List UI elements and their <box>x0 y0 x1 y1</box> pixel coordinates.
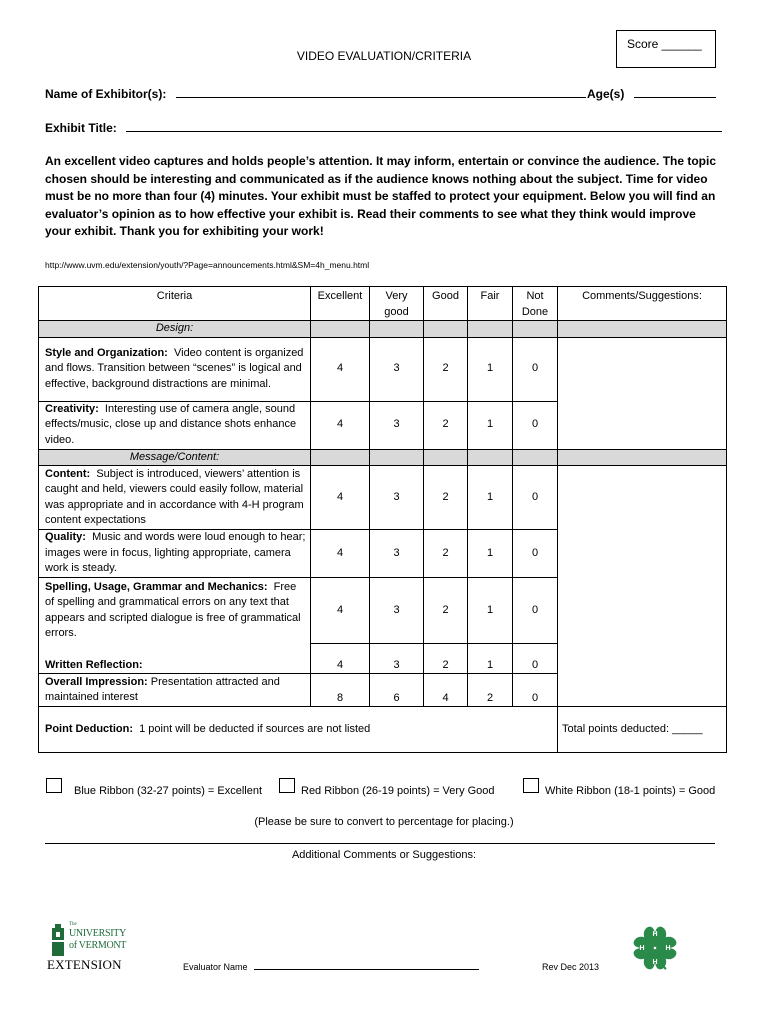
red-ribbon-checkbox[interactable] <box>279 778 295 793</box>
criteria-title: Creativity: <box>45 402 99 415</box>
header-fair: Fair <box>468 287 513 321</box>
criteria-cell <box>39 401 311 449</box>
criteria-title: Quality: <box>45 531 86 544</box>
four-h-clover-icon <box>630 923 680 973</box>
criteria-desc: Free of spelling and grammatical errors on any text that appears and scripted dialogue is free of grammatical errors. <box>45 580 301 640</box>
clover-letter: H <box>652 959 658 966</box>
criteria-cell <box>39 578 311 644</box>
deduction-cell <box>39 707 558 753</box>
header-very-good: Very good <box>370 287 424 321</box>
score-label: Score ______ <box>627 37 702 51</box>
score-fair[interactable]: 1 <box>468 530 513 578</box>
score-fair[interactable]: 1 <box>468 466 513 530</box>
deduction-title: Point Deduction: <box>45 722 133 735</box>
score-good[interactable]: 2 <box>424 337 468 401</box>
criteria-cell <box>39 644 311 674</box>
score-excellent[interactable]: 4 <box>311 466 370 530</box>
blue-ribbon-label: Blue Ribbon (32-27 points) = Excellent <box>74 785 263 797</box>
divider <box>45 843 715 844</box>
section-row-design <box>39 321 727 338</box>
evaluator-row <box>183 962 479 972</box>
score-not-done[interactable]: 0 <box>513 401 558 449</box>
score-very-good[interactable]: 3 <box>370 466 424 530</box>
criteria-title: Written Reflection: <box>45 658 143 671</box>
score-very-good[interactable]: 3 <box>370 530 424 578</box>
total-deducted[interactable]: Total points deducted: _____ <box>558 707 727 753</box>
logo-of-vermont: of VERMONT <box>69 940 127 951</box>
age-row <box>587 87 716 101</box>
white-ribbon-label: White Ribbon (18-1 points) = Good <box>545 785 716 797</box>
criteria-title: Content: <box>45 467 91 480</box>
score-not-done[interactable]: 0 <box>513 578 558 644</box>
additional-comments-label: Additional Comments or Suggestions: <box>291 849 477 861</box>
table-row <box>39 466 727 530</box>
criteria-cell <box>39 674 311 707</box>
exhibit-title-label: Exhibit Title: <box>45 121 117 135</box>
score-very-good[interactable]: 3 <box>370 337 424 401</box>
page-title: VIDEO EVALUATION/CRITERIA <box>296 49 472 63</box>
logo-university: UNIVERSITY <box>69 928 126 939</box>
score-excellent[interactable]: 4 <box>311 644 370 674</box>
clover-letter: H <box>639 945 645 952</box>
header-comments: Comments/Suggestions: <box>558 287 727 321</box>
revision-date: Rev Dec 2013 <box>542 962 600 972</box>
criteria-cell <box>39 530 311 578</box>
score-fair[interactable]: 1 <box>468 578 513 644</box>
conversion-note: (Please be sure to convert to percentage for placing.) <box>254 816 514 828</box>
criteria-desc: Music and words were loud enough to hear; images were in focus, lighting appropriate, camera work is steady. <box>45 531 306 575</box>
criteria-cell <box>39 466 311 530</box>
score-very-good[interactable]: 3 <box>370 401 424 449</box>
score-excellent[interactable]: 4 <box>311 337 370 401</box>
section-label: Design: <box>39 321 311 338</box>
score-good[interactable]: 2 <box>424 466 468 530</box>
evaluation-table <box>38 286 727 753</box>
score-excellent[interactable]: 4 <box>311 530 370 578</box>
logo-extension: EXTENSION <box>47 957 122 972</box>
criteria-desc: Video content is organized and flows. Transition between “scenes” is logical and effective, background distractions are minimal. <box>45 346 304 390</box>
score-very-good[interactable]: 6 <box>370 674 424 707</box>
score-fair[interactable]: 1 <box>468 644 513 674</box>
criteria-cell <box>39 337 311 401</box>
name-field[interactable] <box>176 97 586 98</box>
logo-the: The <box>69 922 77 927</box>
age-field[interactable] <box>634 97 716 98</box>
age-label: Age(s) <box>587 87 625 101</box>
criteria-desc: Interesting use of camera angle, sound effects/music, close up and distance shots enhance video. <box>45 402 297 446</box>
score-very-good[interactable]: 3 <box>370 578 424 644</box>
score-very-good[interactable]: 3 <box>370 644 424 674</box>
uvm-extension-logo <box>47 922 133 974</box>
comments-cell-design[interactable] <box>558 337 727 449</box>
score-good[interactable]: 2 <box>424 530 468 578</box>
score-excellent[interactable]: 8 <box>311 674 370 707</box>
additional-comments-area[interactable] <box>45 866 715 916</box>
table-row <box>39 337 727 401</box>
score-not-done[interactable]: 0 <box>513 530 558 578</box>
section-row-message-content <box>39 449 727 466</box>
header-excellent: Excellent <box>311 287 370 321</box>
score-excellent[interactable]: 4 <box>311 401 370 449</box>
name-label: Name of Exhibitor(s): <box>45 87 167 101</box>
criteria-title: Style and Organization: <box>45 346 168 359</box>
score-fair[interactable]: 2 <box>468 674 513 707</box>
exhibit-title-field[interactable] <box>126 131 722 132</box>
exhibit-title-row <box>45 121 722 135</box>
evaluator-name-field[interactable] <box>254 969 479 970</box>
deduction-row <box>39 707 727 753</box>
intro-paragraph: An excellent video captures and holds people’s attention. It may inform, entertain or convince the audience. The topic chosen should be interesting and communicated as if the audience knows nothing about the subject. Time for video must be no more than four (4) minutes. Your exhibit must be staffed to protect your equipment. Below you will find an evaluator’s opinion as to how effective your exhibit is. Read their comments to see what they think would improve your exhibit. Thank you for exhibiting your work! <box>45 154 717 239</box>
score-excellent[interactable]: 4 <box>311 578 370 644</box>
score-not-done[interactable]: 0 <box>513 674 558 707</box>
criteria-title: Overall Impression: <box>45 675 148 688</box>
score-good[interactable]: 2 <box>424 401 468 449</box>
comments-cell-message[interactable] <box>558 466 727 707</box>
score-good[interactable]: 2 <box>424 644 468 674</box>
name-row <box>45 87 586 101</box>
score-not-done[interactable]: 0 <box>513 466 558 530</box>
score-good[interactable]: 2 <box>424 578 468 644</box>
criteria-desc: Subject is introduced, viewers’ attention is caught and held, viewers could easily follow, material was appropriate and in accordance with 4-H program content expectations <box>45 467 304 526</box>
score-not-done[interactable]: 0 <box>513 644 558 674</box>
score-fair[interactable]: 1 <box>468 401 513 449</box>
header-not-done: Not Done <box>513 287 558 321</box>
evaluator-label: Evaluator Name <box>183 962 248 972</box>
clover-letter: H <box>652 931 658 938</box>
clover-letter: H <box>665 945 671 952</box>
score-good[interactable]: 4 <box>424 674 468 707</box>
blue-ribbon-checkbox[interactable] <box>46 778 62 793</box>
deduction-desc: 1 point will be deducted if sources are not listed <box>139 722 371 735</box>
score-fair[interactable]: 1 <box>468 337 513 401</box>
criteria-title: Spelling, Usage, Grammar and Mechanics: <box>45 580 268 593</box>
white-ribbon-checkbox[interactable] <box>523 778 539 793</box>
score-not-done[interactable]: 0 <box>513 337 558 401</box>
red-ribbon-label: Red Ribbon (26-19 points) = Very Good <box>301 785 495 797</box>
header-good: Good <box>424 287 468 321</box>
section-label: Message/Content: <box>39 449 311 466</box>
reference-url[interactable]: http://www.uvm.edu/extension/youth/?Page=announcements.html&SM=4h_menu.html <box>45 260 370 270</box>
criteria-desc: Presentation attracted and maintained interest <box>45 675 280 703</box>
header-criteria: Criteria <box>39 287 311 321</box>
table-header-row <box>39 287 727 321</box>
